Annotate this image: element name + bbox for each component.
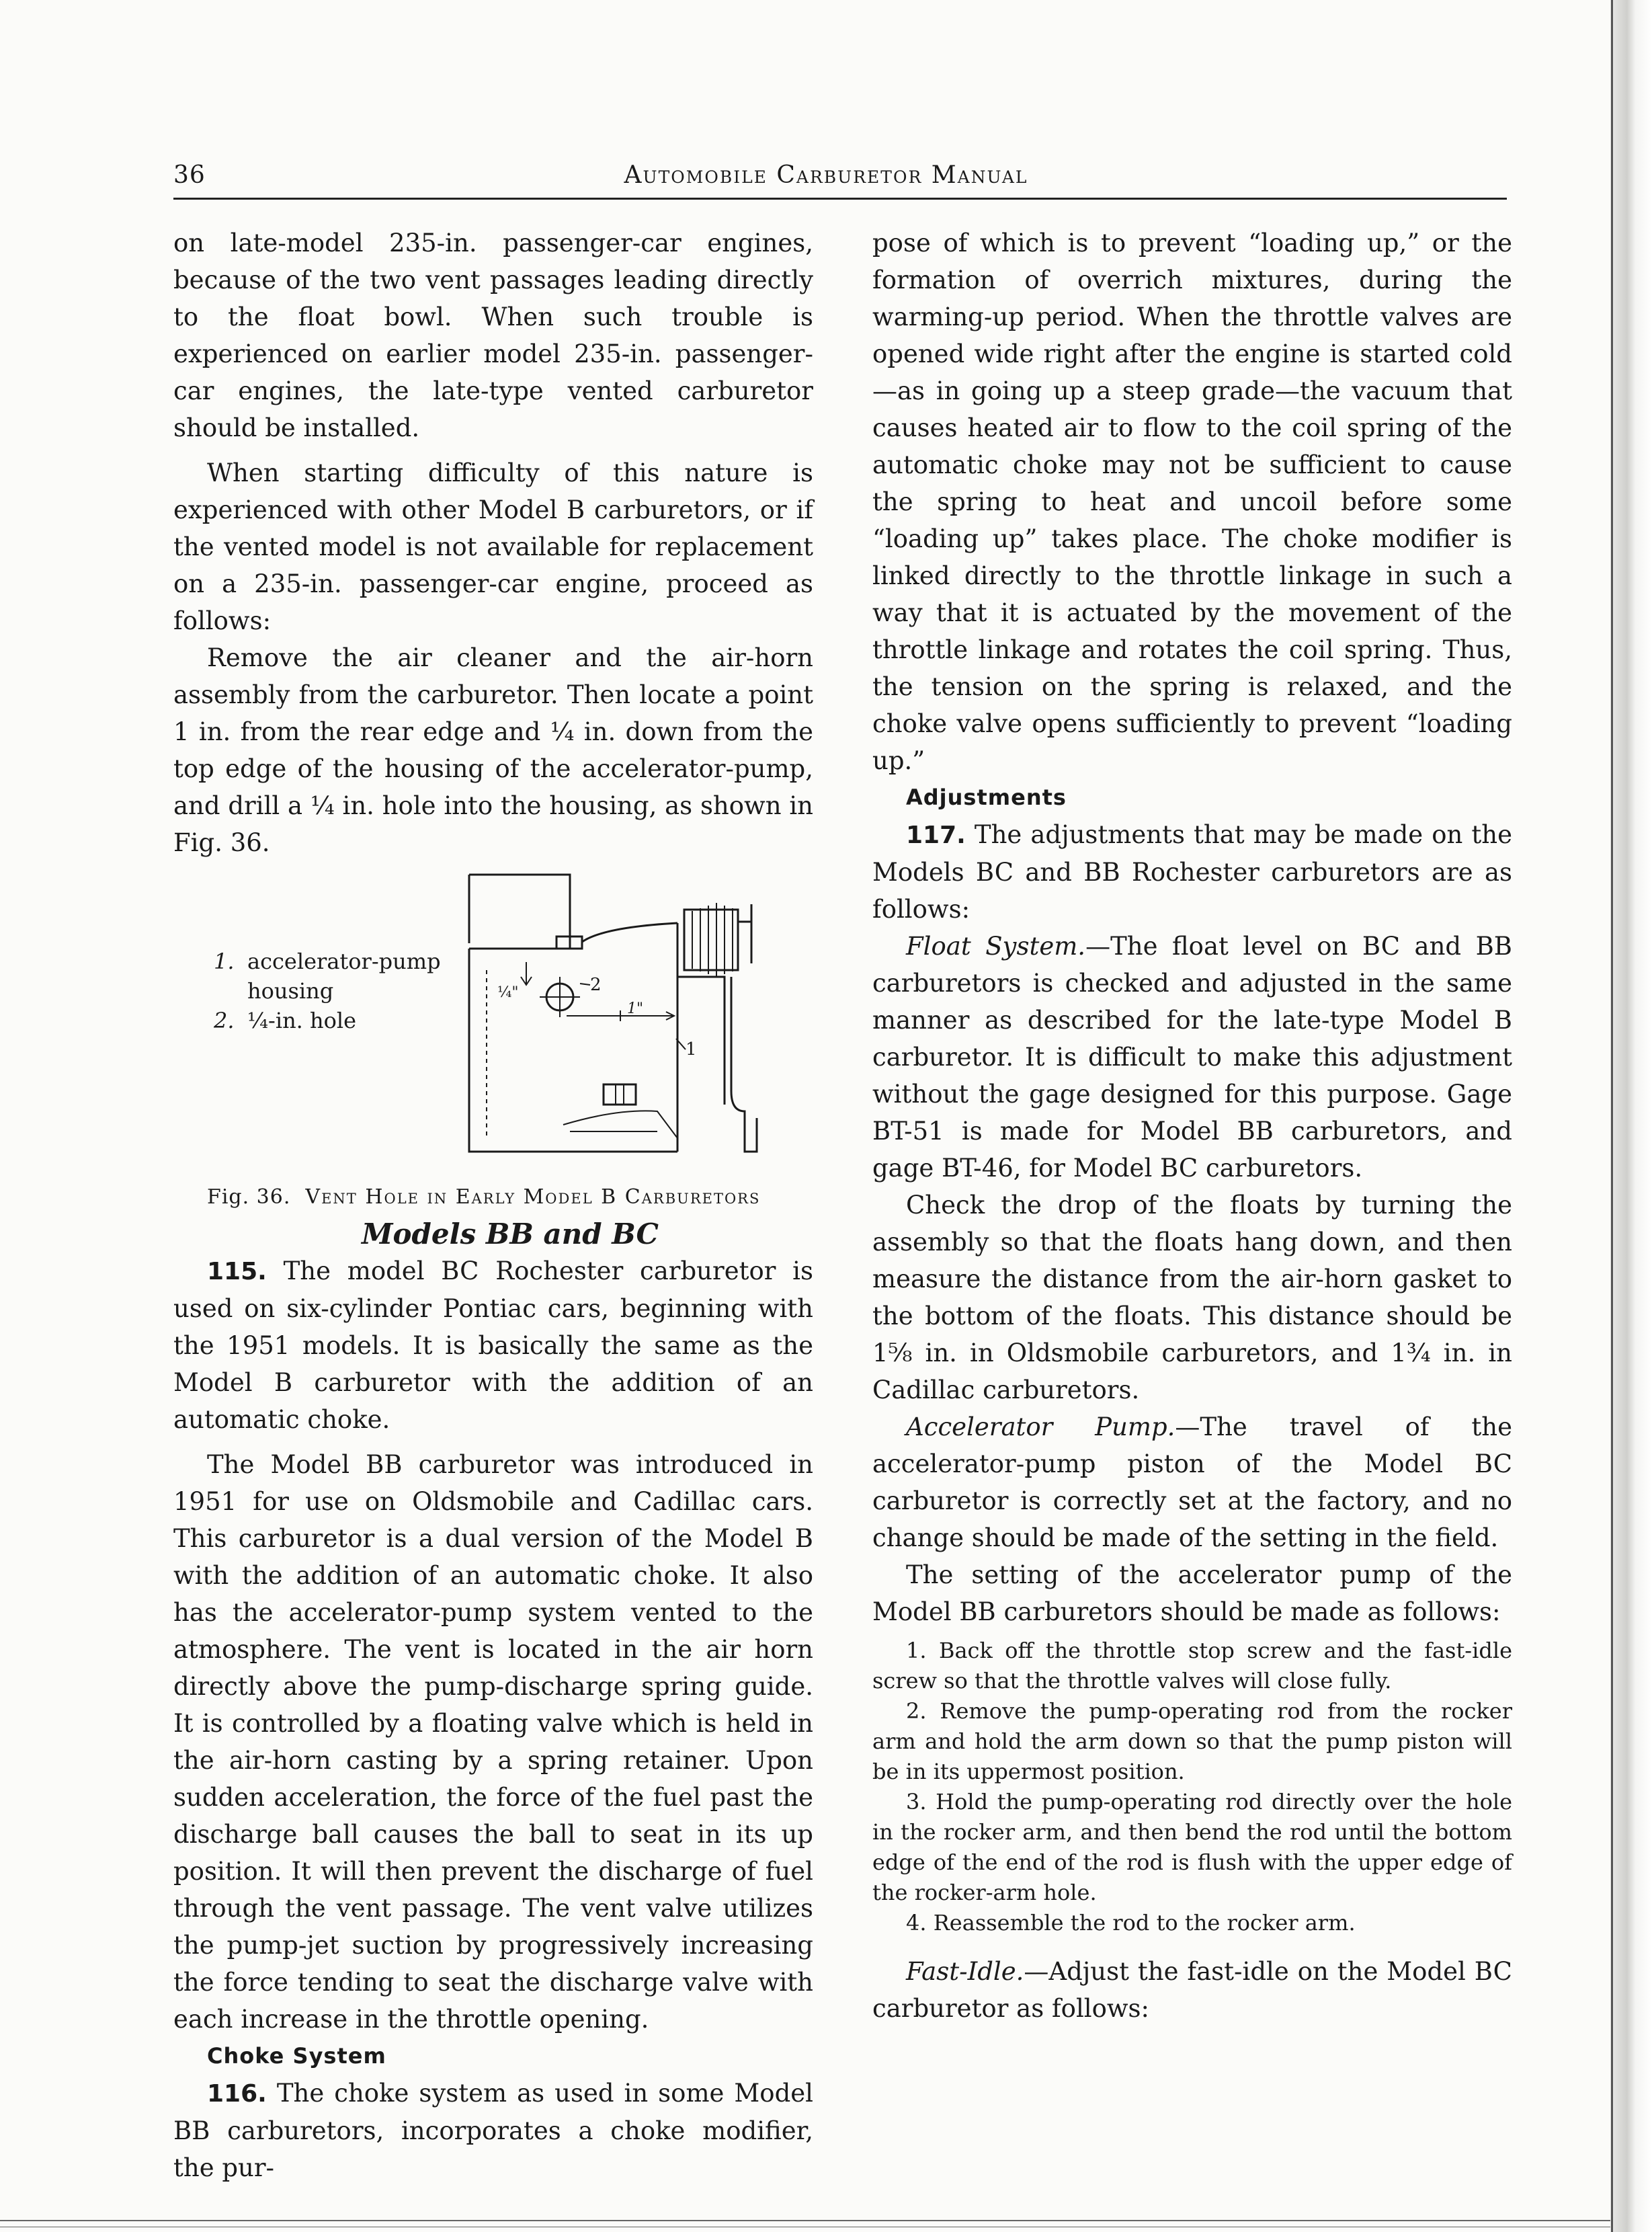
left-column <box>173 225 813 2186</box>
figure-36 <box>173 869 813 1179</box>
adjustments-heading: Adjustments <box>906 785 1067 810</box>
accelerator-pump-paragraph: Accelerator Pump.—The travel of the accelerator-pump piston of the Model BC carburetor is correctly set at the factory, and no change should be made of the setting in the field. <box>872 1412 1512 1552</box>
paragraph-115: 115. The model BC Rochester carburetor is used on six-cylinder Pontiac cars, beginning with the 1951 models. It is basically the same as the Model B carburetor with the addition of an automatic choke. <box>173 1257 813 1434</box>
fast-idle-paragraph: Fast-Idle.—Adjust the fast-idle on the Model BC carburetor as follows: <box>872 1957 1512 2023</box>
choke-heading: Choke System <box>207 2043 386 2069</box>
dim-inch-label: 1" <box>627 1000 644 1017</box>
page-edge-shadow <box>1610 0 1652 2232</box>
section-title: Models BB and BC <box>362 1218 659 1250</box>
paragraph: The setting of the accelerator pump of the Model BB carburetors should be made as follows: <box>872 1560 1512 1626</box>
header-rule <box>173 198 1507 200</box>
carburetor-diagram <box>456 869 805 1165</box>
paragraph: Remove the air cleaner and the air-horn assembly from the carburetor. Then locate a point 1 in. from the rear edge and ¼ in. down from the top edge of the housing of the accelerator-pump, and drill a ¼ in. hole into the housing, as shown in Fig. 36. <box>173 643 813 857</box>
step-item: 1. Back off the throttle stop screw and the fast-idle screw so that the throttle valves will close fully. <box>872 1638 1512 1693</box>
float-system-paragraph: Float System.—The float level on BC and BB carburetors is checked and adjusted in the same manner as described for the late-type Model B carburetor. It is difficult to make this adjustment without the gage designed for this purpose. Gage BT-51 is made for Model BB carburetors, and gage BT-46, for Model BC carburetors. <box>872 932 1513 1183</box>
paragraph: pose of which is to prevent “loading up,” or the formation of overrich mixtures, during the warming-up period. When the throttle valves are opened wide right after the engine is started cold—as in going up a steep grade—the vacuum that causes heated air to flow to the coil spring of the automatic choke may not be sufficient to cause the spring to heat and uncoil before some “loading up” takes place. The choke modifier is linked directly to the throttle linkage in such a way that it is actuated by the movement of the throttle linkage and rotates the coil spring. Thus, the tension on the spring is relaxed, and the choke valve opens sufficiently to prevent “loading up.” <box>872 229 1512 775</box>
page-edge-line <box>1611 0 1613 2232</box>
paragraph: When starting difficulty of this nature is experienced with other Model B carburetors, or if the vented model is not available for replacement on a 235-in. passenger-car engine, proceed as follows: <box>173 459 813 635</box>
caption-title: Vent Hole in Early Model B Carburetors <box>305 1185 761 1209</box>
legend-item: 2. ¼-in. hole <box>214 1008 357 1033</box>
right-column <box>872 225 1512 2027</box>
running-header <box>173 161 1479 195</box>
legend-item: 1. accelerator-pump <box>214 949 441 974</box>
caption-label: Fig. 36. <box>207 1185 291 1209</box>
paragraph-117: 117. The adjustments that may be made on the Models BC and BB Rochester carburetors are as follows: <box>872 820 1513 924</box>
step-item: 4. Reassemble the rod to the rocker arm. <box>906 1910 1356 1936</box>
bottom-scan-line <box>0 2220 1610 2221</box>
page-number: 36 <box>173 161 206 189</box>
figure-legend <box>214 947 441 1035</box>
dim-quarter-label: ¼" <box>497 984 519 1001</box>
figure-caption <box>173 1179 813 1215</box>
paragraph-116: 116. The choke system as used in some Model BB carburetors, incorporates a choke modifier, the pur- <box>173 2079 813 2182</box>
callout-1: 1 <box>686 1039 697 1060</box>
callout-2: 2 <box>590 975 602 995</box>
running-title: Automobile Carburetor Manual <box>624 161 1028 189</box>
paragraph: The Model BB carburetor was introduced in 1951 for use on Oldsmobile and Cadillac cars. This carburetor is a dual version of the Model B with the addition of an automatic choke. It also has the accelerator-pump system vented to the atmosphere. The vent is located in the air horn directly above the pump-discharge spring guide. It is controlled by a floating valve which is held in the air-horn casting by a spring retainer. Upon sudden acceleration, the force of the fuel past the discharge ball causes the ball to seat in its up position. It will then prevent the discharge of fuel through the vent passage. The vent valve utilizes the pump-jet suction by progressively increasing the force tending to seat the discharge valve with each increase in the throttle opening. <box>173 1450 813 2034</box>
legend-item-cont: housing <box>247 978 334 1004</box>
step-item: 3. Hold the pump-operating rod directly over the hole in the rocker arm, and then bend the rod until the bottom edge of the end of the rod is flush with the upper edge of the rocker-arm hole. <box>872 1789 1512 1905</box>
paragraph: Check the drop of the floats by turning the assembly so that the floats hang down, and then measure the distance from the air-horn gasket to the bottom of the floats. This distance should be 1⅝ in. in Oldsmobile carburetors, and 1¾ in. in Cadillac carburetors. <box>872 1191 1512 1404</box>
paragraph: on late-model 235-in. passenger-car engines, because of the two vent passages leading directly to the float bowl. When such trouble is experienced on earlier model 235-in. passenger-car engines, the late-type vented carburetor should be installed. <box>173 229 813 442</box>
step-item: 2. Remove the pump-operating rod from the rocker arm and hold the arm down so that the pump piston will be in its uppermost position. <box>872 1698 1512 1784</box>
